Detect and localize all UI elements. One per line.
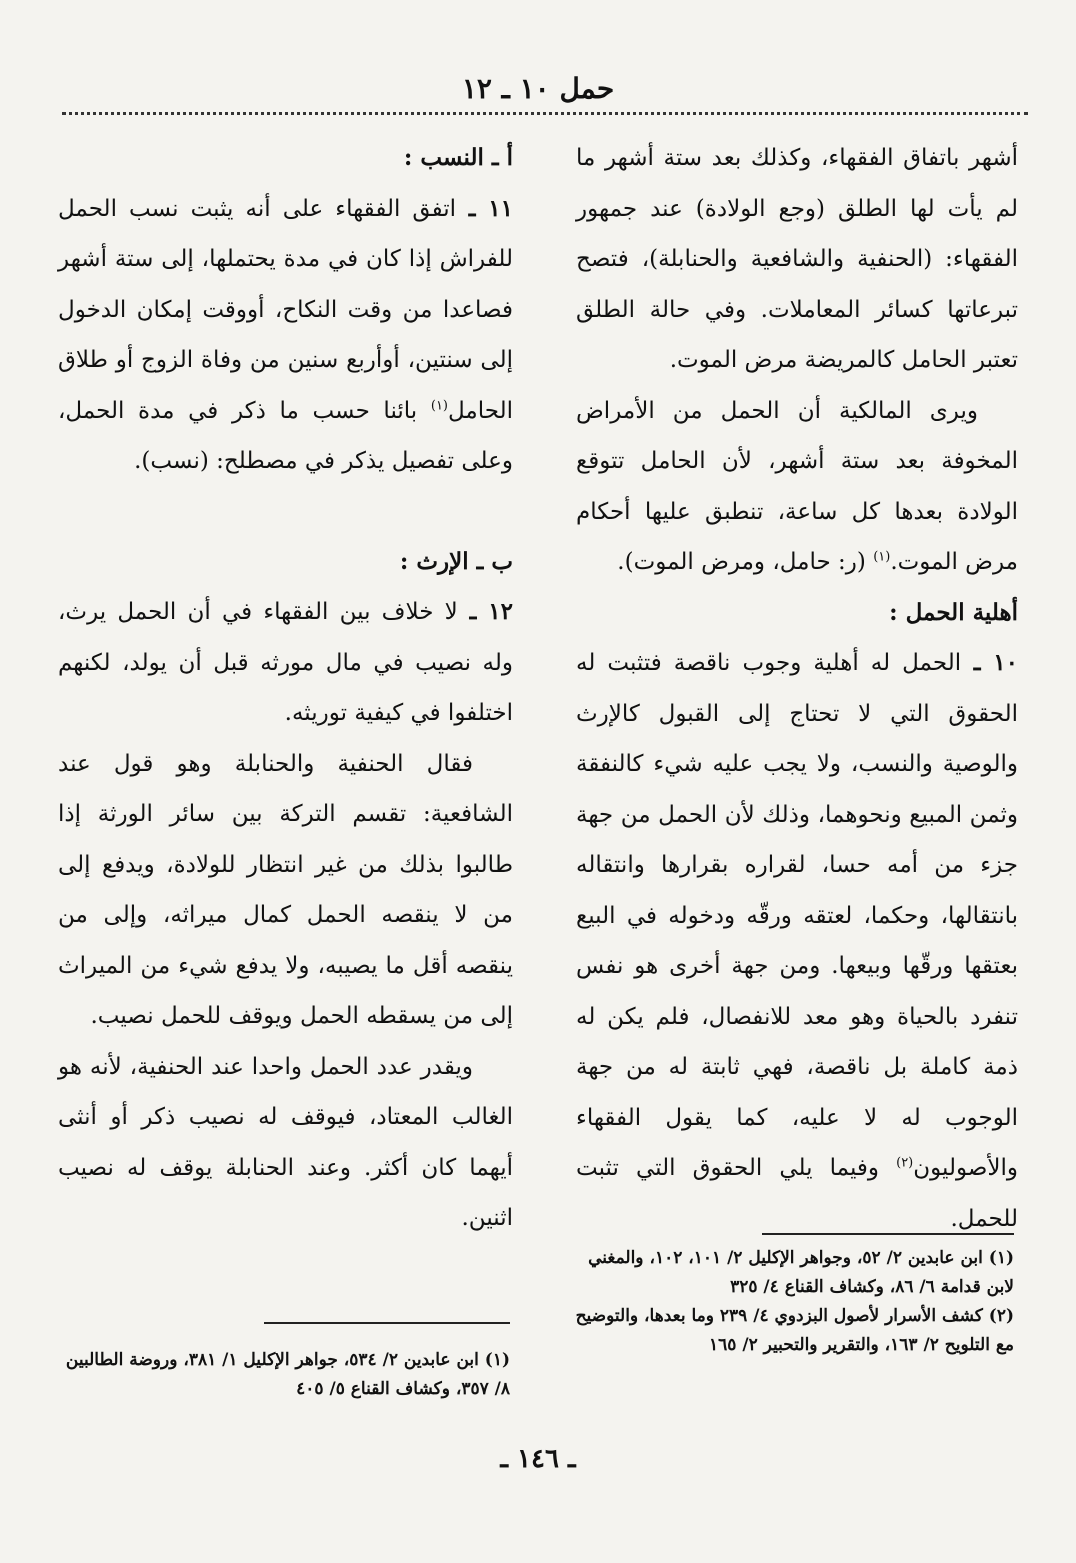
footnote-ref[interactable]: (١) bbox=[430, 397, 448, 413]
paragraph-text: لا خلاف بين الفقهاء في أن الحمل يرث، وله نصيب في مال مورثه قبل أن يولد، لكنهم اختلفوا في كيفية توريثه. bbox=[58, 599, 513, 726]
paragraph-hanafiyya: فقال الحنفية والحنابلة وهو قول عند الشافعية: تقسم التركة بين سائر الورثة إذا طالبوا بذلك من غير انتظار للولادة، ويدفع إلى من لا ينقصه الحمل كمال ميراثه، وإلى من ينقصه أقل ما يصيبه، ولا يدفع شيء من الميراث إلى من يسقطه الحمل ويوقف للحمل نصيب. bbox=[58, 750, 513, 1029]
paragraph-continuation: أشهر باتفاق الفقهاء، وكذلك بعد ستة أشهر ما لم يأت لها الطلق (وجع الولادة) عند جمهور الفقهاء: (الحنفية والشافعية والحنابلة)، فتصح تبرعاتها كسائر المعاملات. وفي حالة الطلق تعتبر الحامل كالمريضة مرض الموت. bbox=[576, 145, 1018, 373]
footnotes-left bbox=[50, 1346, 510, 1404]
footnote-divider-right bbox=[762, 1233, 1014, 1235]
footnote-ref[interactable]: (٢) bbox=[896, 1155, 914, 1171]
page-number: ـ ١٤٦ ـ bbox=[500, 1444, 576, 1474]
paragraph-number: ١٢ ـ bbox=[457, 598, 513, 625]
paragraph-text: ويرى المالكية أن الحمل من الأمراض المخوفة بعد ستة أشهر، لأن الحامل تتوقع الولادة بعدها كل ساعة، تنطبق عليها أحكام مرض الموت. bbox=[576, 397, 1018, 575]
paragraph-12 bbox=[58, 587, 513, 739]
paragraph-text-end: وفيما يلي الحقوق التي تثبت للحمل. bbox=[576, 1155, 1018, 1232]
header-dotted-rule bbox=[62, 112, 1028, 115]
section-heading-nasab: أ ـ النسب : bbox=[403, 144, 513, 171]
paragraph-10 bbox=[576, 638, 1018, 1244]
footnote-ref[interactable]: (١) bbox=[873, 549, 891, 565]
footnote-item: (١) ابن عابدين ٢/ ٥٣٤، جواهر الإكليل ١/ ٣٨١، وروضة الطالبين ٨/ ٣٥٧، وكشاف القناع ٥/ ٤٠٥ bbox=[65, 1350, 510, 1399]
page-header-title: حمل ١٠ ـ ١٢ bbox=[461, 72, 615, 105]
paragraph-text-end: بائنا حسب ما ذكر في مدة الحمل، وعلى تفصيل يذكر في مصطلح: (نسب). bbox=[58, 397, 513, 474]
footnote-divider-left bbox=[264, 1322, 510, 1324]
paragraph-number: ١١ ـ bbox=[456, 194, 513, 222]
section-heading-ahliyya: أهلية الحمل : bbox=[889, 598, 1018, 626]
paragraph-text: الحمل له أهلية وجوب ناقصة فتثبت له الحقوق التي لا تحتاج إلى القبول كالإرث والوصية والنسب، ولا يجب عليه شيء كالنفقة وثمن المبيع ونحوهما، وذلك لأن الحمل من جهة جزء من أمه حسا، لقراره بقرارها وانتقاله بانتقالها، وحكما، لعتقه ورقّه ودخوله في البيع بعتقها ورقّها وبيعها. ومن جهة أخرى هو نفس تنفرد بالحياة وهو معد للانفصال، فلم يكن له ذمة كاملة بل ناقصة، فهي ثابتة له من جهة الوجوب له لا عليه، كما يقول الفقهاء والأصوليون bbox=[576, 650, 1018, 1181]
left-column bbox=[58, 133, 513, 1244]
right-column bbox=[576, 133, 1018, 1244]
spacer bbox=[58, 487, 513, 537]
paragraph-11 bbox=[58, 184, 513, 487]
paragraph-adad-alhaml: ويقدر عدد الحمل واحدا عند الحنفية، لأنه هو الغالب المعتاد، فيوقف له نصيب ذكر أو أنثى أيهما كان أكثر. وعند الحنابلة يوقف له نصيب اثنين. bbox=[58, 1053, 513, 1231]
section-heading-irth: ب ـ الإرث : bbox=[399, 547, 513, 575]
paragraph-text-end: (ر: حامل، ومرض الموت). bbox=[617, 549, 874, 575]
footnotes-right bbox=[564, 1244, 1014, 1360]
footnote-item: (١) ابن عابدين ٢/ ٥٢، وجواهر الإكليل ٢/ ١٠١، ١٠٢، والمغني لابن قدامة ٦/ ٨٦، وكشاف القناع ٤/ ٣٢٥ bbox=[588, 1248, 1014, 1297]
paragraph-malikiyya bbox=[576, 386, 1018, 588]
footnote-item: (٢) كشف الأسرار لأصول البزدوي ٤/ ٢٣٩ وما بعدها، والتوضيح مع التلويح ٢/ ١٦٣، والتقرير والتحبير ٢/ ١٦٥ bbox=[575, 1306, 1014, 1355]
paragraph-text: اتفق الفقهاء على أنه يثبت نسب الحمل للفراش إذا كان في مدة يحتملها، إلى ستة أشهر فصاعدا من وقت النكاح، أووقت إمكان الدخول إلى سنتين، أوأربع سنين من وفاة الزوج أو طلاق الحامل bbox=[58, 195, 513, 424]
paragraph-number: ١٠ ـ bbox=[961, 649, 1018, 676]
